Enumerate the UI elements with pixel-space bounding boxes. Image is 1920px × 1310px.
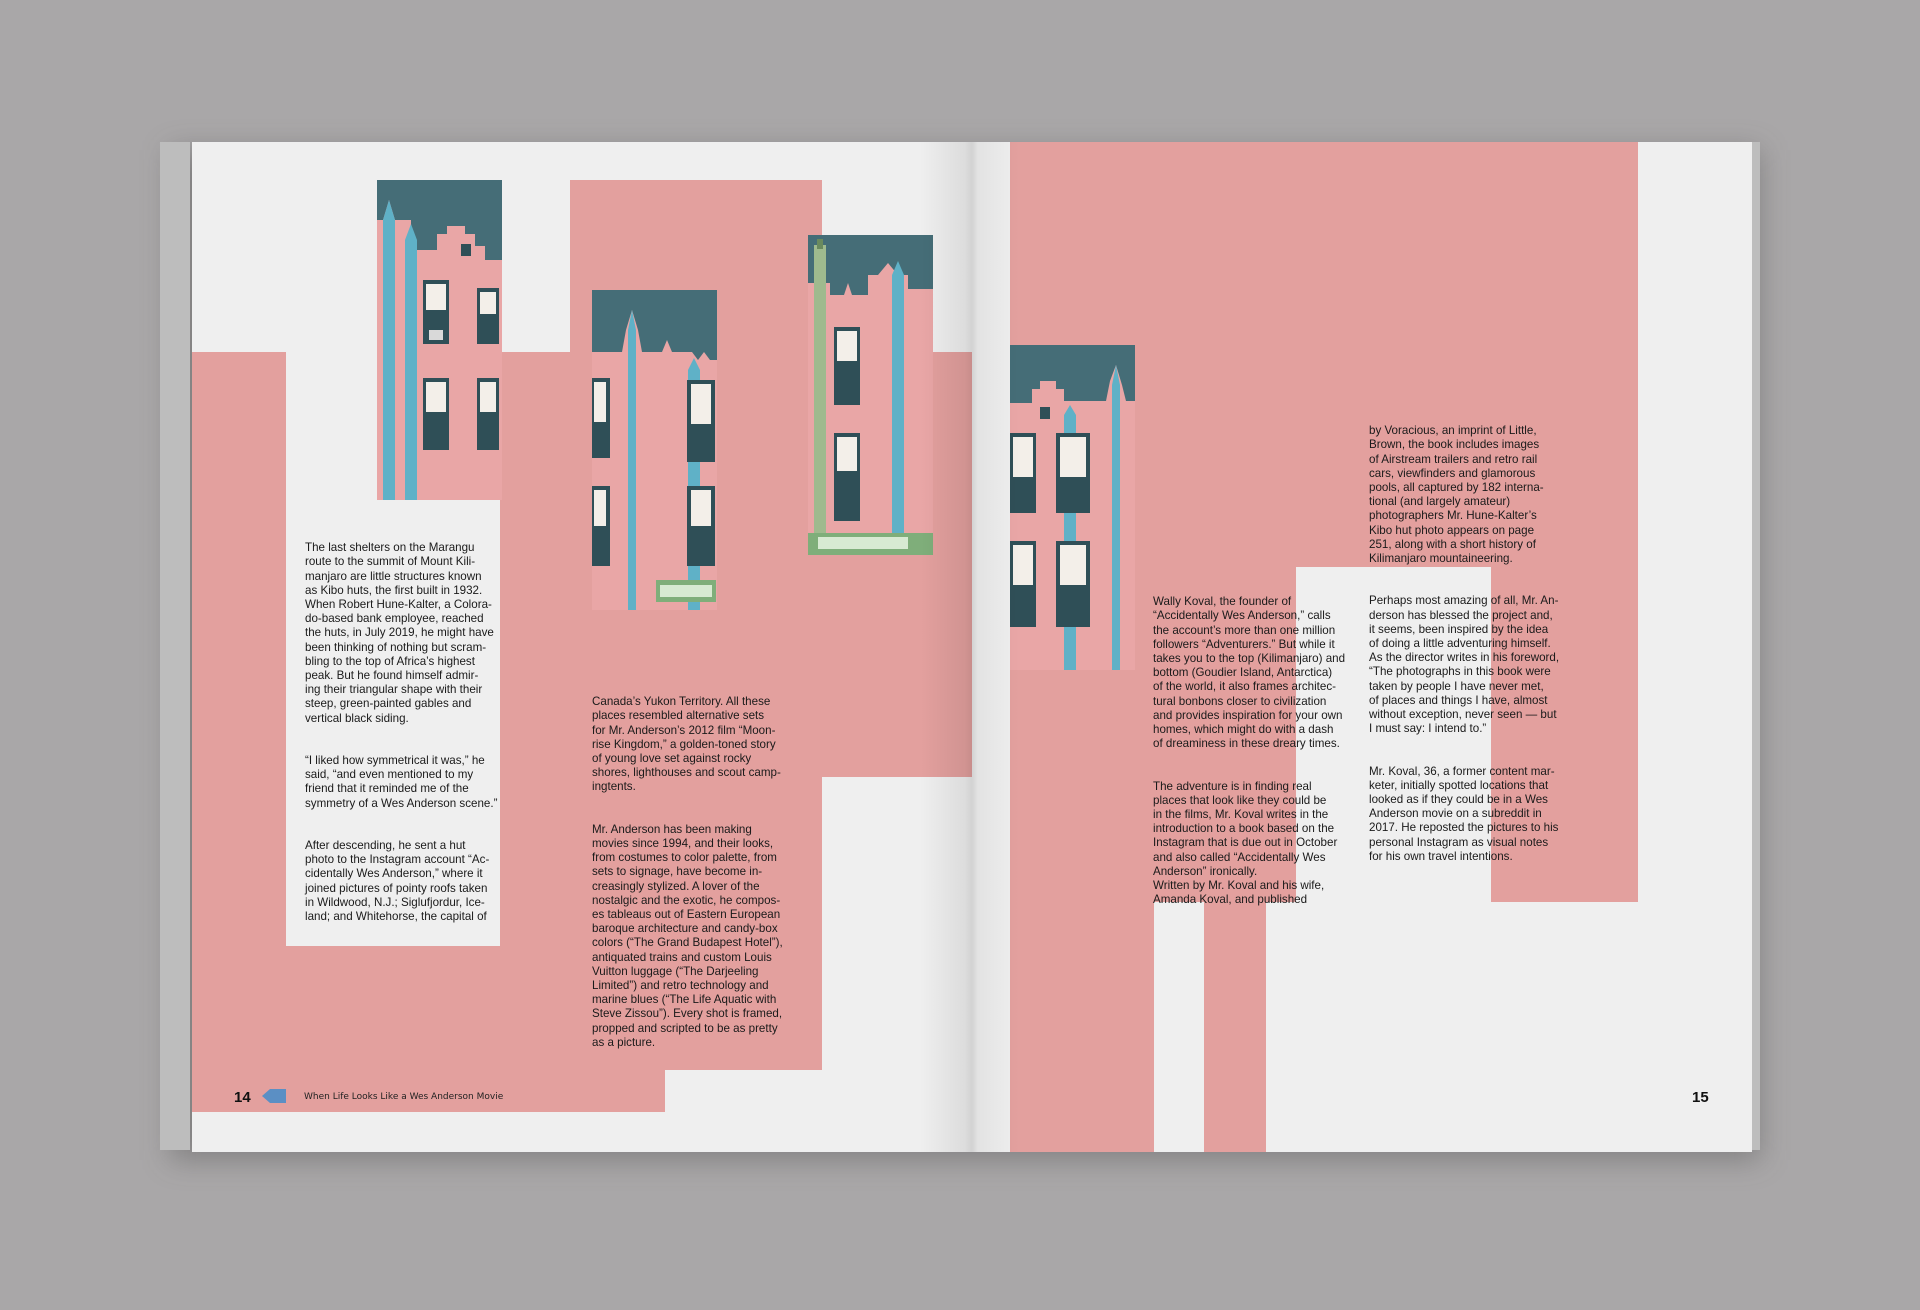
building-photo-3 [808,235,933,555]
book-gutter [920,142,1020,1152]
paragraph: Canada’s Yukon Territory. All these places resembled alternative sets for Mr. Anderson’s 2012 film “Moon- rise Kingdom,” a golden-toned story of young love set against rocky shores, lighthouses and scout camp- ingtents. [592,695,781,794]
paragraph: Mr. Koval, 36, a former content mar- keter, initially spotted locations that looked as if they could be in a Wes Anderson movie on a subreddit in 2017. He reposted the pictures to his personal Instagram as visual notes for his own travel intentions. [1369,764,1559,863]
white-cutout-right [1492,902,1752,1152]
pink-block-bottom-mid [1204,902,1266,1152]
right-page-column-2 [1369,410,1584,892]
building-photo-4 [1010,345,1135,670]
paragraph: After descending, he sent a hut photo to the Instagram account “Ac- cidentally Wes Anderson,” where it joined pictures of pointy roofs taken in Wildwood, N.J.; Siglufjordur, Ice- land; and Whitehorse, the capital of [305,839,490,924]
paragraph: by Voracious, an imprint of Little, Brown, the book includes images of Airstream trailers and retro rail cars, viewfinders and glamorous pools, all captured by 182 interna- tional (and largely amateur) photographers Mr. Hune-Kalter’s Kibo hut photo appears on page 251, along with a short history of Kilimanjaro mountaineering. [1369,424,1544,566]
pink-block-bottom-left [1010,902,1154,1152]
paragraph: Perhaps most amazing of all, Mr. An- derson has blessed the project and, it seems, been inspired by the idea of doing a little adventuring himself. As the director writes in his foreword, “The photographs in this book were taken by people I have never met, of places and things I have, almost without exception, never seen — but I must say: I intend to.” [1369,594,1560,736]
running-head: When Life Looks Like a Wes Anderson Movie [304,1092,504,1102]
page-number: 14 [234,1089,251,1106]
white-cutout-bottom [665,1070,822,1152]
paragraph: The last shelters on the Marangu route to the summit of Mount Kili- manjaro are little structures known as Kibo huts, the first built in 1932. When Robert Hune-Kalter, a Colora- do-based bank employee, reached the huts, in July 2019, he might have been thinking of nothing but scram- bling to the top of Africa’s highest peak. But he found himself admir- ing their triangular shape with their steep, green-painted gables and vertical black siding. [305,541,494,725]
right-page [972,142,1752,1152]
page-stack-left [160,142,190,1150]
paragraph: Wally Koval, the founder of “Accidentally Wes Anderson,” calls the account’s more than one million followers “Adventurers.” But while it takes you to the top (Kilimanjaro) and bottom (Goudier Island, Antarctica) of the world, it also frames architec- tural bonbons closer to civilization and provides inspiration for your own homes, which might do with a dash of dreaminess in these dreary times. [1153,595,1346,751]
left-page-column-2 [592,681,822,1078]
white-cutout-bottom [1154,1017,1204,1152]
arrow-left-icon [262,1089,286,1103]
left-page [192,142,972,1152]
page-number: 15 [1692,1089,1709,1106]
paragraph: “I liked how symmetrical it was,” he said, “and even mentioned to my friend that it reminded me of the symmetry of a Wes Anderson scene.” [305,754,498,810]
paragraph: Mr. Anderson has been making movies since 1994, and their looks, from costumes to color palette, from sets to signage, have become in- creasingly stylized. A lover of the nostalgic and the exotic, he compos- es tableaus out of Eastern European baroque architecture and candy-box colors (“The Grand Budapest Hotel”), antiquated trains and custom Louis Vuitton luggage (“The Darjeeling Limited”) and retro technology and marine blues (“The Life Aquatic with Steve Zissou”). Every shot is framed, propped and scripted to be as pretty as a picture. [592,822,783,1049]
left-page-column-1 [305,527,505,952]
right-page-column-1 [1153,581,1353,936]
paragraph: The adventure is in finding real places that look like they could be in the films, Mr. Koval writes in the introduction to a book based on the Instagram that is due out in October and also called “Accidentally Wes Anderson” ironically. Written by Mr. Koval and his wife, Amanda Koval, and published [1153,779,1338,907]
building-photo-2 [592,290,717,610]
white-cutout-low [1266,902,1496,1152]
building-photo-1 [377,180,502,500]
